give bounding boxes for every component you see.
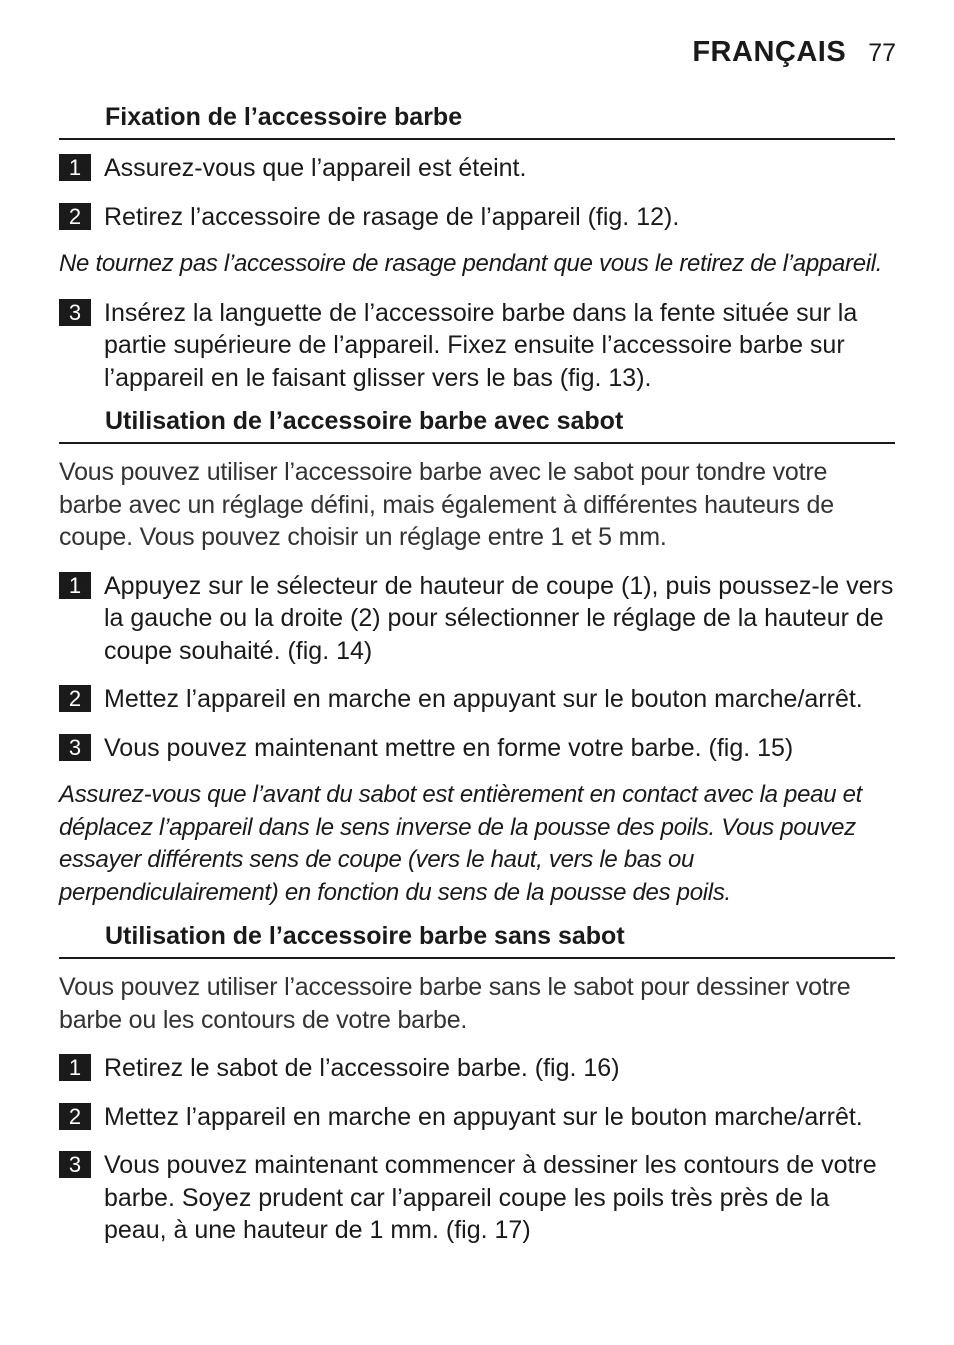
step-number: 3	[59, 734, 91, 761]
step-number: 1	[59, 572, 91, 599]
step-item	[59, 732, 895, 765]
step-item	[59, 152, 895, 185]
section-title: Fixation de l’accessoire barbe	[59, 100, 895, 140]
step-text: Mettez l’appareil en marche en appuyant sur le bouton marche/arrêt.	[104, 685, 863, 713]
step-text: Retirez l’accessoire de rasage de l’appareil (fig. 12).	[104, 202, 680, 231]
step-number: 3	[59, 299, 91, 326]
page-number: 77	[868, 39, 896, 67]
note-text: Assurez-vous que l’avant du sabot est entièrement en contact avec la peau et déplacez l’appareil dans le sens inverse de la pousse des poils. Vous pouvez essayer différents sens de coupe (vers le haut, vers le bas ou perpendiculairement) en fonction du sens de la pousse des poils.	[59, 781, 863, 906]
note-text: Ne tournez pas l’accessoire de rasage pendant que vous le retirez de l’appareil.	[59, 250, 883, 277]
step-text: Mettez l’appareil en marche en appuyant sur le bouton marche/arrêt.	[104, 1102, 863, 1131]
section-title: Utilisation de l’accessoire barbe avec sabot	[59, 404, 895, 444]
step-number: 3	[59, 1151, 91, 1178]
intro-text: Vous pouvez utiliser l’accessoire barbe avec le sabot pour tondre votre barbe avec un réglage défini, mais également à différentes hauteurs de coupe. Vous pouvez choisir un réglage entre 1 et 5 mm.	[59, 458, 834, 551]
step-item	[59, 201, 895, 234]
step-text: Retirez le sabot de l’accessoire barbe. (fig. 16)	[104, 1054, 620, 1082]
page-header	[692, 36, 896, 69]
step-number: 1	[59, 154, 91, 181]
step-item	[59, 683, 895, 716]
step-item	[59, 1149, 895, 1247]
step-number: 2	[59, 1103, 91, 1130]
step-text: Vous pouvez maintenant commencer à dessiner les contours de votre barbe. Soyez prudent car l’appareil coupe les poils très près de la peau, à une hauteur de 1 mm. (fig. 17)	[104, 1151, 877, 1244]
intro-text: Vous pouvez utiliser l’accessoire barbe sans le sabot pour dessiner votre barbe ou les contours de votre barbe.	[59, 973, 851, 1034]
language-label: FRANÇAIS	[692, 36, 847, 68]
step-item	[59, 1052, 895, 1085]
step-number: 1	[59, 1054, 91, 1081]
step-item	[59, 570, 895, 668]
page-content	[59, 100, 895, 1247]
step-text: Insérez la languette de l’accessoire barbe dans la fente située sur la partie supérieure de l’appareil. Fixez ensuite l’accessoire barbe sur l’appareil en le faisant glisser vers le bas (fig. 13).	[104, 298, 858, 392]
step-number: 2	[59, 685, 91, 712]
step-text: Vous pouvez maintenant mettre en forme votre barbe. (fig. 15)	[104, 733, 794, 762]
step-text: Assurez-vous que l’appareil est éteint.	[104, 154, 527, 182]
step-item	[59, 297, 895, 395]
step-text: Appuyez sur le sélecteur de hauteur de coupe (1), puis poussez-le vers la gauche ou la droite (2) pour sélectionner le réglage de la hauteur de coupe souhaité. (fig. 14)	[104, 571, 894, 665]
section-title: Utilisation de l’accessoire barbe sans sabot	[59, 919, 895, 959]
step-item	[59, 1101, 895, 1134]
step-number: 2	[59, 203, 91, 230]
